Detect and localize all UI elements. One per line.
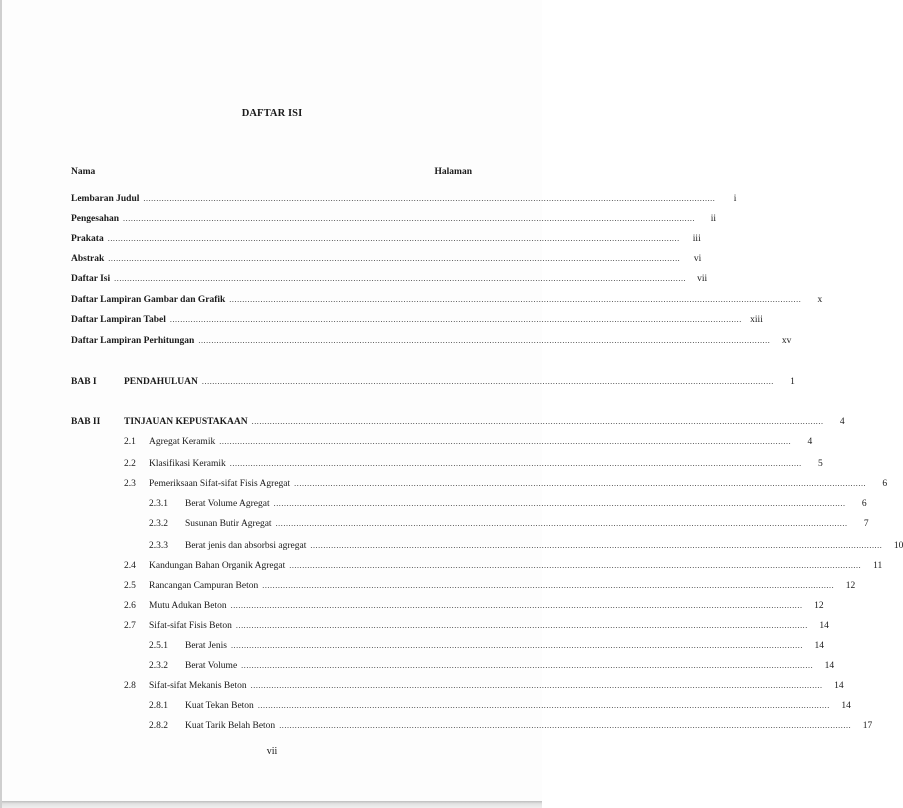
entry-label: Berat Jenis: [185, 641, 227, 651]
toc-entry-chapter[interactable]: [124, 416, 845, 428]
entry-label: TINJAUAN KEPUSTAKAAN: [124, 417, 248, 427]
dot-leader: ............................................................................................................................................................................................................................: [251, 417, 824, 426]
entry-number: BAB II: [71, 417, 101, 427]
entry-page-number: 6: [882, 479, 888, 489]
entry-page-number: 7: [863, 519, 869, 529]
entry-label: Abstrak: [71, 254, 105, 264]
dot-leader: ............................................................................................................................................................................................................................: [294, 479, 867, 488]
entry-number: 2.4: [124, 561, 136, 571]
dot-leader: ............................................................................................................................................................................................................................: [107, 234, 680, 243]
entry-label: Sifat-sifat Fisis Beton: [149, 621, 232, 631]
dot-leader: ............................................................................................................................................................................................................................: [230, 641, 803, 650]
entry-label: Prakata: [71, 234, 104, 244]
entry-number: 2.3.2: [149, 661, 168, 671]
page-title: DAFTAR ISI: [241, 108, 303, 119]
entry-page-number: 6: [861, 499, 867, 509]
entry-number: 2.3: [124, 479, 136, 489]
dot-leader: ............................................................................................................................................................................................................................: [262, 581, 835, 590]
entry-number: 2.8: [124, 681, 136, 691]
entry-label: Pemeriksaan Sifat-sifat Fisis Agregat: [149, 479, 291, 489]
dot-leader: ............................................................................................................................................................................................................................: [143, 194, 716, 203]
entry-label: Sifat-sifat Mekanis Beton: [149, 681, 247, 691]
toc-entry-front-matter[interactable]: [71, 273, 708, 285]
dot-leader: ............................................................................................................................................................................................................................: [108, 254, 681, 263]
toc-entry-section[interactable]: [185, 540, 903, 552]
toc-entry-section[interactable]: [185, 640, 824, 652]
toc-entry-front-matter[interactable]: [71, 253, 702, 265]
dot-leader: ............................................................................................................................................................................................................................: [279, 721, 852, 730]
entry-label: Kuat Tekan Beton: [185, 701, 254, 711]
entry-page-number: 11: [873, 561, 883, 571]
entry-label: Daftar Lampiran Gambar dan Grafik: [71, 295, 226, 305]
toc-entry-front-matter[interactable]: [71, 213, 717, 225]
entry-number: 2.8.1: [149, 701, 168, 711]
dot-leader: ............................................................................................................................................................................................................................: [169, 315, 742, 324]
entry-label: Berat Volume Agregat: [185, 499, 270, 509]
entry-label: Susunan Butir Agregat: [185, 519, 272, 529]
entry-page-number: 5: [818, 459, 823, 469]
entry-page-number: 14: [834, 681, 844, 691]
entry-label: Berat Volume: [185, 661, 238, 671]
toc-entry-section[interactable]: [185, 660, 835, 672]
dot-leader: ............................................................................................................................................................................................................................: [250, 681, 823, 690]
toc-entry-front-matter[interactable]: [71, 314, 763, 326]
entry-number: 2.3.2: [149, 519, 168, 529]
entry-number: 2.5: [124, 581, 136, 591]
entry-number: 2.3.1: [149, 499, 168, 509]
dot-leader: ............................................................................................................................................................................................................................: [229, 295, 802, 304]
toc-entry-front-matter[interactable]: [71, 233, 701, 245]
entry-page-number: 14: [841, 701, 851, 711]
entry-page-number: vii: [697, 274, 708, 284]
dot-leader: ............................................................................................................................................................................................................................: [123, 214, 696, 223]
entry-label: Agregat Keramik: [149, 437, 216, 447]
entry-page-number: 4: [839, 417, 845, 427]
entry-number: 2.5.1: [149, 641, 168, 651]
entry-page-number: 12: [845, 581, 856, 591]
entry-page-number: xiii: [750, 315, 763, 325]
entry-label: Lembaran Judul: [71, 194, 140, 204]
entry-page-number: ii: [710, 214, 717, 224]
entry-page-number: 10: [893, 541, 903, 551]
toc-entry-section[interactable]: [149, 478, 888, 490]
dot-leader: ............................................................................................................................................................................................................................: [198, 336, 771, 345]
entry-page-number: vi: [693, 254, 702, 264]
column-header-page: Halaman: [434, 167, 472, 177]
column-header-name: Nama: [71, 167, 96, 177]
dot-leader: ............................................................................................................................................................................................................................: [310, 541, 883, 550]
dot-leader: ............................................................................................................................................................................................................................: [289, 561, 862, 570]
entry-page-number: 17: [862, 721, 873, 731]
entry-number: 2.8.2: [149, 721, 168, 731]
dot-leader: ............................................................................................................................................................................................................................: [230, 601, 803, 610]
dot-leader: ............................................................................................................................................................................................................................: [275, 519, 848, 528]
toc-entry-chapter[interactable]: [124, 376, 795, 388]
entry-number: 2.1: [124, 437, 136, 447]
entry-page-number: 14: [819, 621, 829, 631]
dot-leader: ............................................................................................................................................................................................................................: [241, 661, 814, 670]
toc-entry-section[interactable]: [185, 518, 869, 530]
toc-entry-front-matter[interactable]: [71, 335, 792, 347]
entry-label: Rancangan Campuran Beton: [149, 581, 259, 591]
toc-entry-section[interactable]: [149, 560, 883, 572]
toc-entry-section[interactable]: [185, 700, 851, 712]
page-bottom-edge: [2, 801, 542, 808]
dot-leader: ............................................................................................................................................................................................................................: [114, 274, 687, 283]
toc-entry-front-matter[interactable]: [71, 294, 823, 306]
entry-page-number: 4: [807, 437, 813, 447]
dot-leader: ............................................................................................................................................................................................................................: [219, 437, 792, 446]
entry-page-number: iii: [692, 234, 701, 244]
entry-label: Kuat Tarik Belah Beton: [185, 721, 276, 731]
dot-leader: ............................................................................................................................................................................................................................: [257, 701, 830, 710]
entry-page-number: 1: [790, 377, 795, 387]
entry-number: 2.3.3: [149, 541, 168, 551]
toc-entry-section[interactable]: [149, 600, 824, 612]
entry-number: 2.6: [124, 601, 136, 611]
entry-number: 2.7: [124, 621, 136, 631]
entry-page-number: x: [817, 295, 823, 305]
entry-page-number: 12: [814, 601, 824, 611]
entry-label: Daftar Lampiran Perhitungan: [71, 336, 195, 346]
entry-page-number: xv: [781, 336, 792, 346]
toc-entry-section[interactable]: [185, 720, 873, 732]
entry-label: Klasifikasi Keramik: [149, 459, 226, 469]
dot-leader: ............................................................................................................................................................................................................................: [235, 621, 808, 630]
entry-page-number: 14: [814, 641, 824, 651]
toc-entry-section[interactable]: [149, 580, 856, 592]
toc-entry-front-matter[interactable]: [71, 193, 737, 205]
entry-label: Kandungan Bahan Organik Agregat: [149, 561, 286, 571]
entry-label: Daftar Lampiran Tabel: [71, 315, 166, 325]
entry-label: Mutu Adukan Beton: [149, 601, 227, 611]
toc-entry-section[interactable]: [149, 458, 823, 470]
entry-number: 2.2: [124, 459, 136, 469]
entry-page-number: 14: [824, 661, 835, 671]
toc-entry-section[interactable]: [149, 680, 844, 692]
entry-number: BAB I: [71, 377, 97, 387]
dot-leader: ............................................................................................................................................................................................................................: [273, 499, 846, 508]
toc-entry-section[interactable]: [149, 620, 829, 632]
dot-leader: ............................................................................................................................................................................................................................: [201, 377, 774, 386]
entry-label: Daftar Isi: [71, 274, 111, 284]
dot-leader: ............................................................................................................................................................................................................................: [229, 459, 802, 468]
toc-entry-section[interactable]: [185, 498, 867, 510]
entry-label: Berat jenis dan absorbsi agregat: [185, 541, 307, 551]
page-number: vii: [266, 746, 278, 757]
toc-entry-section[interactable]: [149, 436, 813, 448]
entry-label: Pengesahan: [71, 214, 120, 224]
entry-label: PENDAHULUAN: [124, 377, 198, 387]
entry-page-number: i: [733, 194, 737, 204]
